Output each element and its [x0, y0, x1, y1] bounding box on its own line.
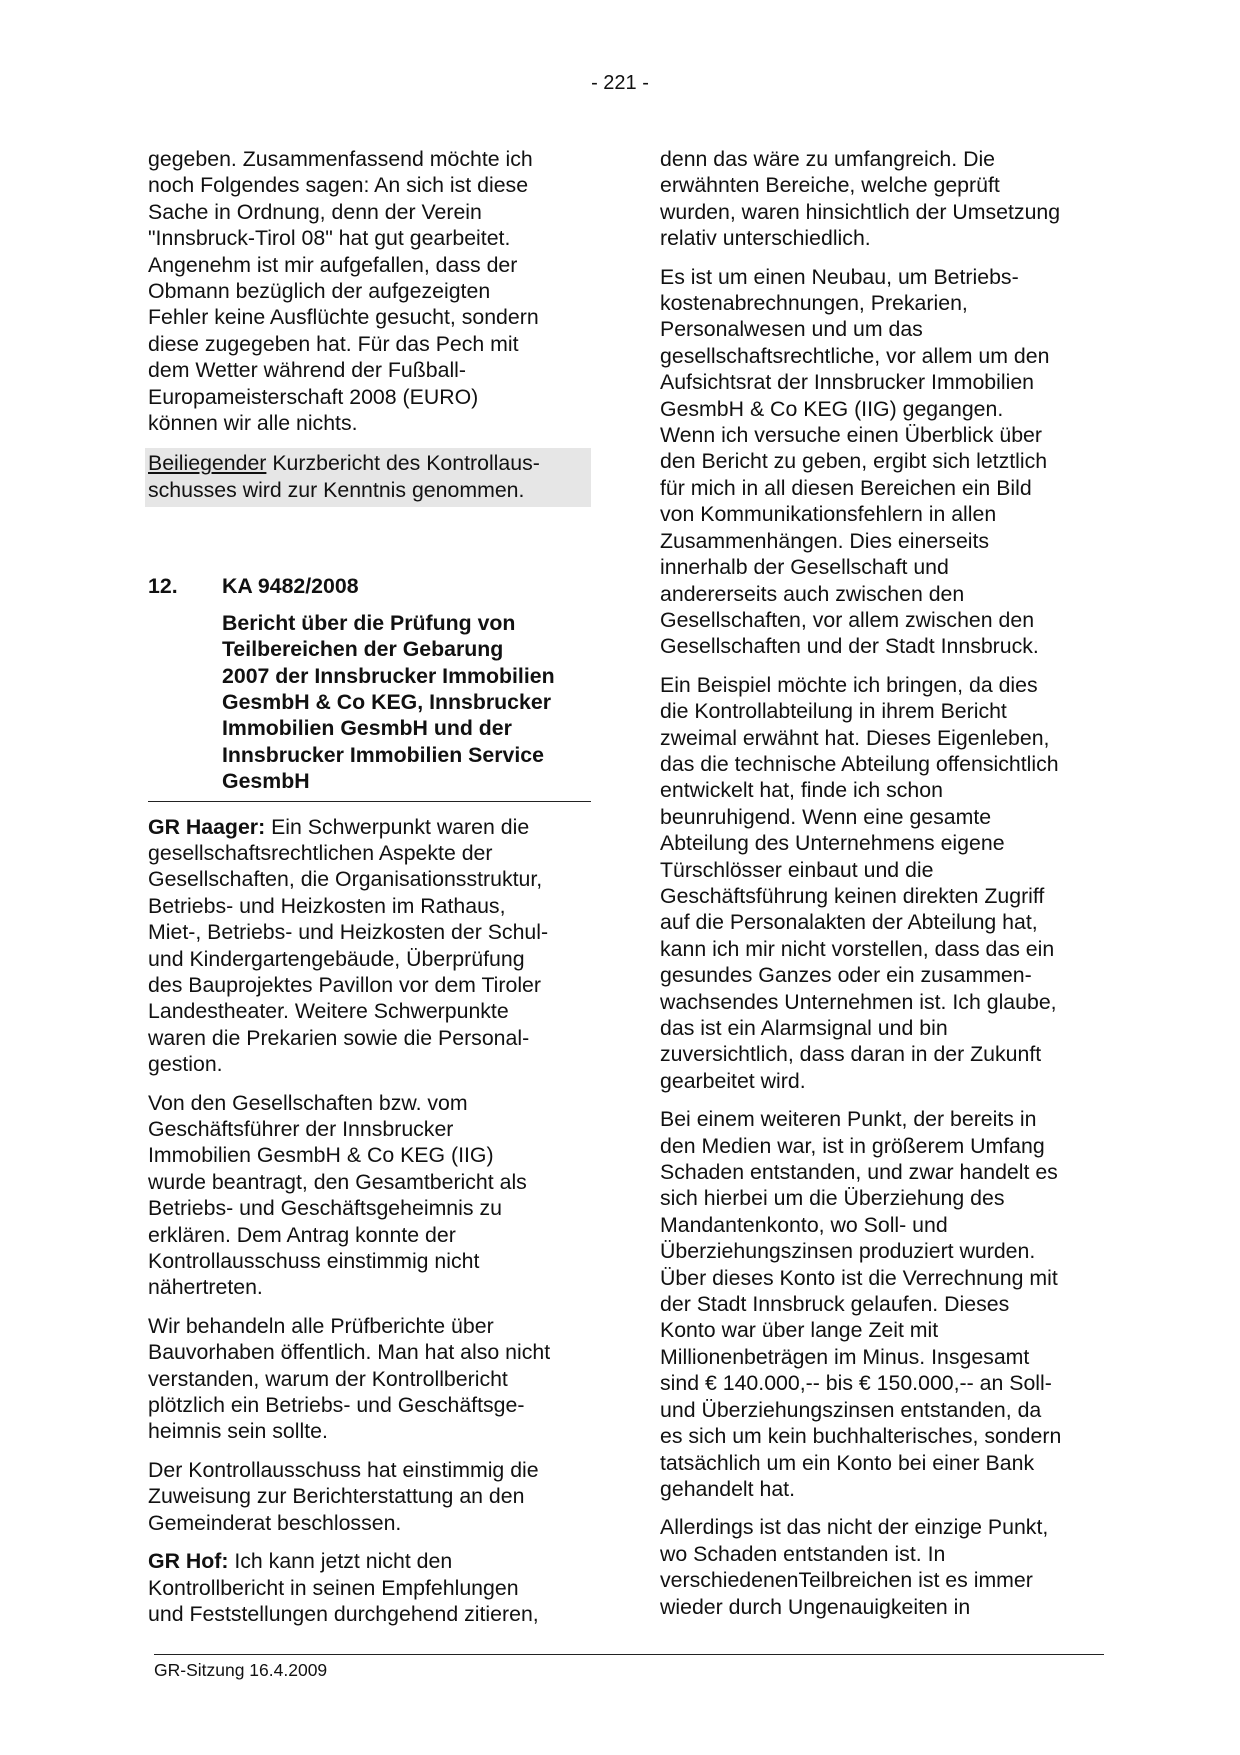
- text-line: Allerdings ist das nicht der einzige Punkt,: [660, 1515, 1049, 1540]
- text-line: Zuweisung zur Berichterstattung an den: [148, 1484, 525, 1509]
- text-line: andererseits auch zwischen den: [660, 581, 965, 606]
- text-line: kostenabrechnungen, Prekarien,: [660, 291, 968, 316]
- text-line: Wir behandeln alle Prüfberichte über: [148, 1313, 494, 1338]
- text-line: Es ist um einen Neubau, um Betriebs-: [660, 264, 1019, 289]
- speaker-name: GR Hof:: [148, 1549, 229, 1574]
- text-line: sich hierbei um die Überziehung des: [660, 1186, 1005, 1211]
- text-line: das ist ein Alarmsignal und bin: [660, 1016, 948, 1040]
- footer-divider: [154, 1654, 1104, 1655]
- text-line: Konto war über lange Zeit mit: [660, 1318, 939, 1343]
- text-line: zweimal erwähnt hat. Dieses Eigenleben,: [660, 725, 1050, 750]
- text-line: zuversichtlich, dass daran in der Zukunft: [660, 1042, 1042, 1067]
- text-line: Gesellschaften, die Organisationsstruktur,: [148, 867, 543, 892]
- text-line: Angenehm ist mir aufgefallen, dass der: [148, 252, 518, 277]
- text-line: und Überziehungszinsen entstanden, da: [660, 1397, 1042, 1422]
- paragraph: [660, 1106, 1100, 1502]
- text-line: Europameisterschaft 2008 (EURO): [148, 384, 479, 409]
- text-line: relativ unterschiedlich.: [660, 226, 871, 251]
- paragraph: [660, 264, 1100, 660]
- paragraph: [148, 1457, 588, 1536]
- decision-line-1: [148, 450, 588, 476]
- text-line: Ein Beispiel möchte ich bringen, da dies: [660, 672, 1038, 697]
- left-column: [148, 146, 588, 1639]
- text-line: können wir alle nichts.: [148, 411, 358, 436]
- text-line: diese zugegeben hat. Für das Pech mit: [148, 331, 519, 356]
- text-line: Immobilien GesmbH und der: [222, 716, 512, 741]
- section-divider: [148, 801, 591, 802]
- text-line: Kontrollausschuss einstimmig nicht: [148, 1249, 480, 1274]
- text-line: Überziehungszinsen produziert wurden.: [660, 1239, 1036, 1264]
- text-line: Millionenbeträgen im Minus. Insgesamt: [660, 1344, 1030, 1369]
- text-line: Aufsichtsrat der Innsbrucker Immobilien: [660, 370, 1035, 395]
- text-line: Abteilung des Unternehmens eigene: [660, 831, 1005, 856]
- text-line: es sich um kein buchhalterisches, sondern: [660, 1424, 1062, 1449]
- text-line: das die technische Abteilung offensichtlich: [660, 751, 1059, 776]
- speech-hof: [148, 1548, 588, 1627]
- text-line: Innsbrucker Immobilien Service: [222, 742, 544, 767]
- text-line: erklären. Dem Antrag konnte der: [148, 1222, 456, 1247]
- agenda-item: [148, 573, 588, 794]
- text-line: gesellschaftsrechtliche, vor allem um den: [660, 343, 1050, 368]
- text-line: GesmbH & Co KEG (IIG) gegangen.: [660, 396, 1004, 421]
- text-line: Obmann bezüglich der aufgezeigten: [148, 279, 491, 304]
- decision-box: [145, 448, 591, 507]
- text-line: dem Wetter während der Fußball-: [148, 358, 467, 383]
- text-line: wo Schaden entstanden ist. In: [660, 1541, 946, 1566]
- text-line: wachsendes Unternehmen ist. Ich glaube,: [660, 989, 1057, 1014]
- text-line: Personalwesen und um das: [660, 317, 923, 342]
- text-line: den Medien war, ist in größerem Umfang: [660, 1133, 1045, 1158]
- right-column: [660, 146, 1100, 1632]
- text-line: Landestheater. Weitere Schwerpunkte: [148, 999, 509, 1024]
- text-line: innerhalb der Gesellschaft und: [660, 555, 949, 580]
- text-line: wurde beantragt, den Gesamtbericht als: [148, 1169, 527, 1194]
- text-line: Über dieses Konto ist die Verrechnung mit: [660, 1265, 1058, 1290]
- text-line: Teilbereichen der Gebarung: [222, 637, 504, 662]
- text-line: und Kindergartengebäude, Überprüfung: [148, 946, 525, 971]
- decision-line-2: schusses wird zur Kenntnis genommen.: [148, 477, 525, 502]
- text-line: des Bauprojektes Pavillon vor dem Tiroler: [148, 972, 541, 997]
- text-line: Gesellschaften, vor allem zwischen den: [660, 607, 1035, 632]
- text-line: verstanden, warum der Kontrollbericht: [148, 1366, 508, 1391]
- speech-text: Ich kann jetzt nicht den: [228, 1549, 453, 1574]
- text-line: Wenn ich versuche einen Überblick über: [660, 423, 1042, 448]
- text-line: der Stadt Innsbruck gelaufen. Dieses: [660, 1292, 1010, 1317]
- text-line: gestion.: [148, 1052, 223, 1077]
- text-line: waren die Prekarien sowie die Personal-: [148, 1025, 530, 1050]
- text-line: gegeben. Zusammenfassend möchte ich: [148, 147, 533, 171]
- decision-text: Kurzbericht des Kontrollaus-: [266, 451, 540, 476]
- text-line: Kontrollbericht in seinen Empfehlungen: [148, 1575, 519, 1600]
- speech-text: Ein Schwerpunkt waren die: [265, 814, 530, 839]
- text-line: Gemeinderat beschlossen.: [148, 1510, 402, 1535]
- paragraph: [660, 146, 1100, 252]
- paragraph: [148, 146, 588, 436]
- text-line: noch Folgendes sagen: An sich ist diese: [148, 173, 529, 198]
- agenda-code: KA 9482/2008: [222, 574, 359, 599]
- text-line: Sache in Ordnung, denn der Verein: [148, 199, 482, 224]
- text-line: beunruhigend. Wenn eine gesamte: [660, 804, 992, 829]
- text-line: Türschlösser einbaut und die: [660, 857, 934, 882]
- text-line: GesmbH & Co KEG, Innsbrucker: [222, 689, 551, 714]
- footer-session-date: GR-Sitzung 16.4.2009: [154, 1660, 328, 1680]
- text-line: heimnis sein sollte.: [148, 1419, 328, 1444]
- text-line: wieder durch Ungenauigkeiten in: [660, 1594, 971, 1619]
- speaker-name: GR Haager:: [148, 814, 266, 839]
- text-line: nähertreten.: [148, 1275, 263, 1300]
- text-line: denn das wäre zu umfangreich. Die: [660, 147, 996, 171]
- speech-lines: [148, 1575, 588, 1628]
- text-line: Von den Gesellschaften bzw. vom: [148, 1090, 468, 1115]
- text-line: verschiedenenTeilbreichen ist es immer: [660, 1568, 1033, 1593]
- text-line: GesmbH: [222, 769, 310, 794]
- text-line: den Bericht zu geben, ergibt sich letztlich: [660, 449, 1048, 474]
- text-line: erwähnten Bereiche, welche geprüft: [660, 173, 1000, 198]
- text-line: gearbeitet wird.: [660, 1068, 806, 1093]
- text-line: Fehler keine Ausflüchte gesucht, sondern: [148, 305, 539, 330]
- text-line: entwickelt hat, finde ich schon: [660, 778, 943, 803]
- text-line: 2007 der Innsbrucker Immobilien: [222, 663, 555, 688]
- text-line: wurden, waren hinsichtlich der Umsetzung: [660, 199, 1061, 224]
- text-line: plötzlich ein Betriebs- und Geschäftsge-: [148, 1393, 525, 1418]
- text-line: gesellschaftsrechtlichen Aspekte der: [148, 840, 493, 865]
- text-line: Miet-, Betriebs- und Heizkosten der Schul-: [148, 920, 549, 945]
- text-line: Bauvorhaben öffentlich. Man hat also nicht: [148, 1340, 551, 1365]
- paragraph: [148, 1313, 588, 1445]
- speech-lines: [148, 840, 588, 1078]
- text-line: die Kontrollabteilung in ihrem Bericht: [660, 699, 1007, 724]
- speech-haager: [148, 814, 588, 1078]
- paragraph: [660, 672, 1100, 1095]
- text-line: kann ich mir nicht vorstellen, dass das ein: [660, 936, 1055, 961]
- decision-underlined-word: Beiliegender: [148, 451, 267, 476]
- text-line: Betriebs- und Heizkosten im Rathaus,: [148, 893, 506, 918]
- text-line: und Feststellungen durchgehend zitieren,: [148, 1601, 539, 1626]
- agenda-number: 12.: [148, 574, 178, 599]
- text-line: für mich in all diesen Bereichen ein Bild: [660, 475, 1032, 500]
- text-line: gesundes Ganzes oder ein zusammen-: [660, 963, 1032, 988]
- text-line: Immobilien GesmbH & Co KEG (IIG): [148, 1143, 494, 1168]
- text-line: gehandelt hat.: [660, 1476, 795, 1501]
- text-line: Betriebs- und Geschäftsgeheimnis zu: [148, 1196, 502, 1221]
- text-line: Geschäftsführung keinen direkten Zugriff: [660, 883, 1045, 908]
- text-line: Bei einem weiteren Punkt, der bereits in: [660, 1107, 1037, 1132]
- agenda-title: [222, 610, 588, 795]
- text-line: von Kommunikationsfehlern in allen: [660, 502, 997, 527]
- text-line: Mandantenkonto, wo Soll- und: [660, 1212, 948, 1237]
- agenda-header: [148, 573, 588, 599]
- text-line: tatsächlich um ein Konto bei einer Bank: [660, 1450, 1035, 1475]
- text-line: Bericht über die Prüfung von: [222, 610, 516, 635]
- text-line: Der Kontrollausschuss hat einstimmig die: [148, 1457, 539, 1482]
- text-line: sind € 140.000,-- bis € 150.000,-- an Soll-: [660, 1371, 1052, 1396]
- text-line: "Innsbruck-Tirol 08" hat gut gearbeitet.: [148, 226, 511, 251]
- text-line: Zusammenhängen. Dies einerseits: [660, 528, 990, 553]
- paragraph: [660, 1514, 1100, 1620]
- text-line: Gesellschaften und der Stadt Innsbruck.: [660, 634, 1039, 659]
- page-number: - 221 -: [591, 72, 649, 94]
- text-line: Geschäftsführer der Innsbrucker: [148, 1117, 454, 1141]
- text-line: Schaden entstanden, und zwar handelt es: [660, 1160, 1058, 1185]
- text-line: auf die Personalakten der Abteilung hat,: [660, 910, 1038, 935]
- paragraph: [148, 1090, 588, 1301]
